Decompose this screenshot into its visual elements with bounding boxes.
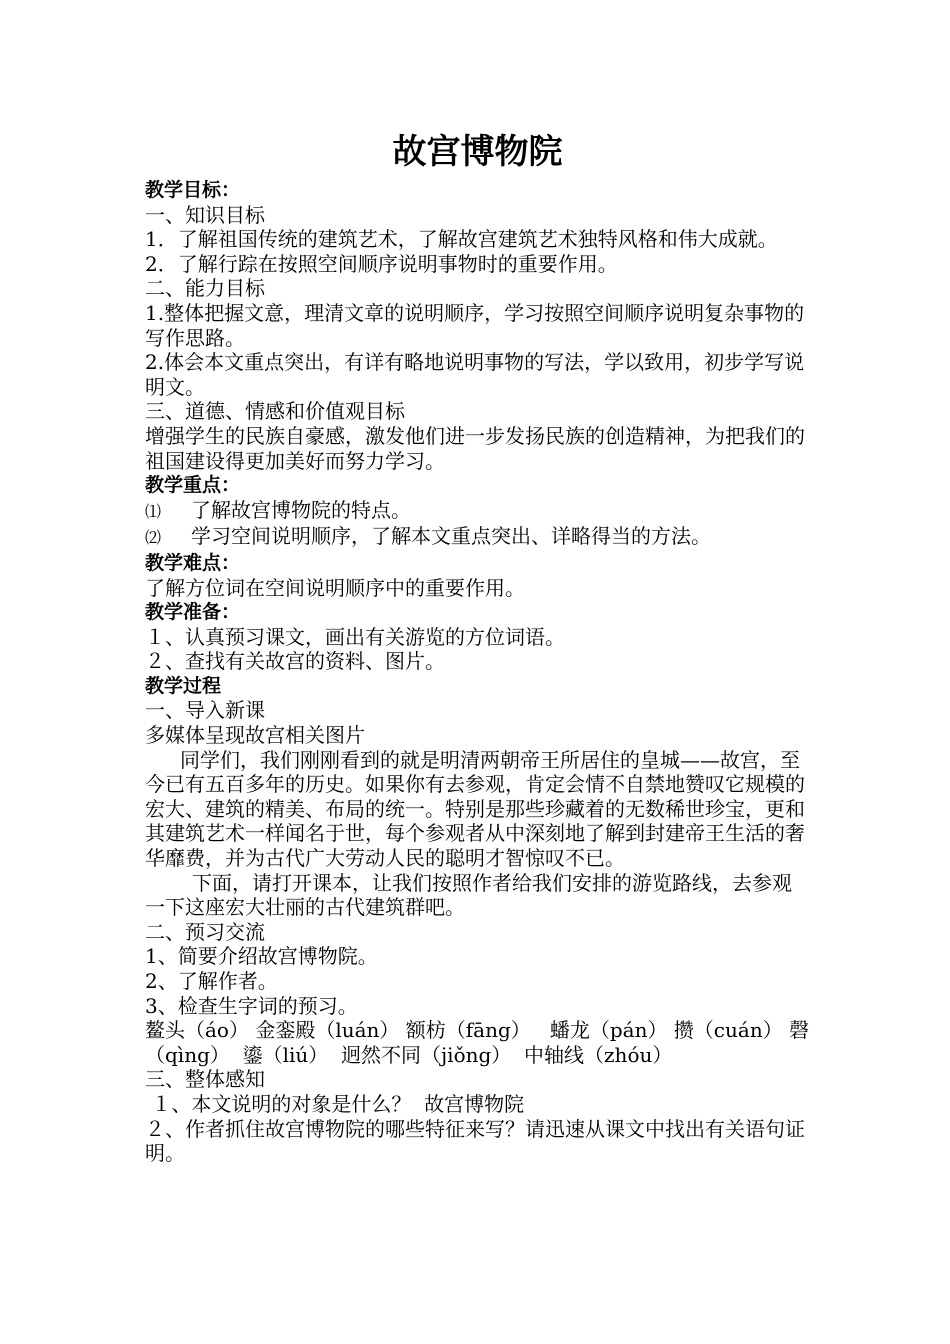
heading-preparation: 教学准备： [145, 601, 241, 624]
intro-multimedia: 多媒体呈现故宫相关图片 [145, 723, 365, 748]
preview-item-2: 2、了解作者。 [145, 969, 278, 993]
heading-key-points: 教学重点： [145, 474, 241, 497]
subheading-ability-goals: 二、能力目标 [145, 276, 265, 301]
knowledge-goal-1: 1．了解祖国传统的建筑艺术，了解故宫建筑艺术独特风格和伟大成就。 [145, 227, 778, 252]
preparation-item-2: ２、查找有关故宫的资料、图片。 [145, 649, 445, 674]
preview-item-1: 1、简要介绍故宫博物院。 [145, 944, 378, 969]
key-point-2-text: 学习空间说明顺序，了解本文重点突出、详略得当的方法。 [191, 524, 711, 549]
subheading-knowledge-goals: 一、知识目标 [145, 202, 265, 227]
preview-item-3: 3、检查生字词的预习。 [145, 993, 358, 1018]
preparation-item-1: １、认真预习课文，画出有关游览的方位词语。 [145, 624, 565, 649]
ability-goal-1: 1.整体把握文意，理清文章的说明顺序，学习按照空间顺序说明复杂事物的写作思路。 [145, 300, 805, 350]
overall-question-1: １、本文说明的对象是什么？ 故宫博物院 [145, 1091, 525, 1116]
difficulty-text: 了解方位词在空间说明顺序中的重要作用。 [145, 575, 525, 600]
document-title: 故宫博物院 [392, 132, 563, 172]
key-point-2 [145, 524, 810, 551]
heading-difficulty: 教学难点： [145, 551, 241, 574]
knowledge-goal-2: 2．了解行踪在按照空间顺序说明事物时的重要作用。 [145, 251, 618, 276]
key-point-1-number: ⑴ [145, 501, 162, 521]
section-overall: 三、整体感知 [145, 1067, 265, 1092]
section-preview: 二、预习交流 [145, 919, 265, 944]
section-intro: 一、导入新课 [145, 698, 265, 723]
subheading-values-goals: 三、道德、情感和价值观目标 [145, 399, 405, 424]
key-point-1-text: 了解故宫博物院的特点。 [191, 497, 411, 522]
key-point-2-number: ⑵ [145, 528, 162, 548]
key-point-1 [145, 498, 810, 525]
values-goal-text: 增强学生的民族自豪感，激发他们进一步发扬民族的创造精神，为把我们的祖国建设得更加美好而努力学习。 [145, 423, 805, 473]
intro-paragraph-1: 同学们，我们刚刚看到的就是明清两朝帝王所居住的皇城——故宫，至今已有五百多年的历史。如果你有去参观，肯定会情不自禁地赞叹它规模的宏大、建筑的精美、布局的统一。特别是那些珍藏着的无数稀世珍宝，更和其建筑艺术一样闻名于世，每个参观者从中深刻地了解到封建帝王生活的奢华靡费，并为古代广大劳动人民的聪明才智惊叹不已。 [145, 747, 805, 871]
heading-teaching-process: 教学过程 [145, 674, 222, 697]
vocabulary-list: 鳌头（áo） 金銮殿（luán） 额枋（fāng） 蟠龙（pán） 攒（cuán） 磬（qìng） 鎏（liú） 迥然不同（jiǒng） 中轴线（zhóu） [145, 1018, 810, 1067]
heading-teaching-goals: 教学目标： [145, 179, 241, 201]
ability-goal-2: 2.体会本文重点突出，有详有略地说明事物的写法，学以致用，初步学写说明文。 [145, 350, 805, 399]
overall-question-2: ２、作者抓住故宫博物院的哪些特征来写？请迅速从课文中找出有关语句证明。 [145, 1116, 805, 1166]
intro-paragraph-2: 下面，请打开课本，让我们按照作者给我们安排的游览路线，去参观一下这座宏大壮丽的古代建筑群吧。 [145, 870, 792, 920]
document-page [145, 128, 810, 1166]
